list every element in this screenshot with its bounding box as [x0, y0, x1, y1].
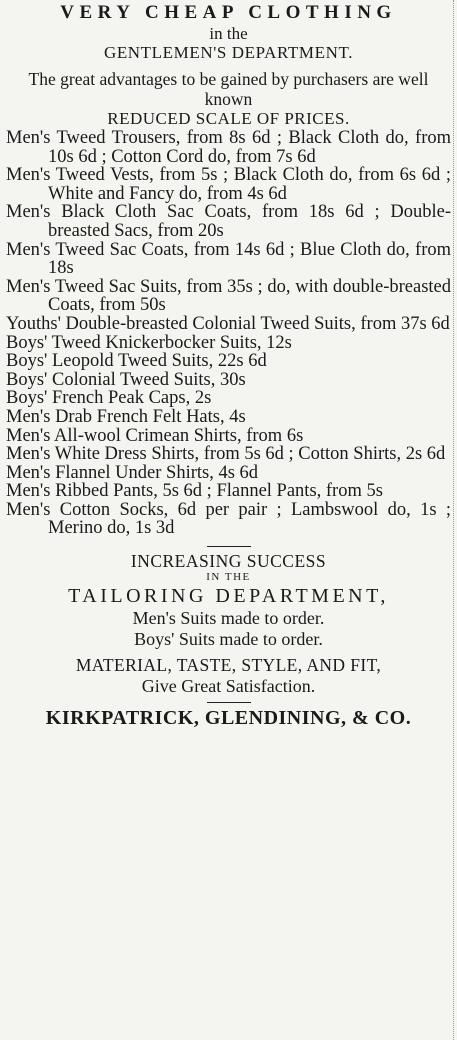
price-list	[6, 129, 451, 538]
price-item-knickerbocker-suits: Boys' Tweed Knickerbocker Suits, 12s	[6, 332, 292, 353]
boys-suits-line: Boys' Suits made to order.	[134, 629, 323, 650]
tailoring-department-heading: TAILORING DEPARTMENT,	[68, 585, 389, 608]
divider-short	[207, 546, 251, 547]
column-rule	[453, 0, 454, 1040]
price-item-black-cloth-sac-coats: Men's Black Cloth Sac Coats, from 18s 6d ; Double-breasted Sacs, from 20s	[6, 202, 451, 241]
mens-suits-line: Men's Suits made to order.	[132, 608, 325, 629]
satisfaction-line: Give Great Satisfaction.	[141, 676, 316, 697]
price-item-leopold-suits: Boys' Leopold Tweed Suits, 22s 6d	[6, 351, 267, 372]
price-item-tweed-sac-suits: Men's Tweed Sac Suits, from 35s ; do, with double-breasted Coats, from 50s	[6, 276, 451, 316]
price-item-colonial-suits: Boys' Colonial Tweed Suits, 30s	[6, 369, 246, 390]
price-item-tweed-sac-coats: Men's Tweed Sac Coats, from 14s 6d ; Blue Cloth do, from 18s	[6, 239, 451, 279]
divider-short-bottom	[207, 702, 251, 703]
price-item-peak-caps: Boys' French Peak Caps, 2s	[6, 388, 212, 409]
price-item-felt-hats: Men's Drab French Felt Hats, 4s	[6, 406, 246, 427]
price-item-youths-suits: Youths' Double-breasted Colonial Tweed Suits, from 37s 6d	[6, 313, 450, 334]
price-item-pants: Men's Ribbed Pants, 5s 6d ; Flannel Pants, from 5s	[6, 481, 383, 502]
intro-text: The great advantages to be gained by purchasers are well known	[28, 69, 429, 109]
price-item-crimean-shirts: Men's All-wool Crimean Shirts, from 6s	[6, 425, 304, 446]
headline-gentlemens-department: GENTLEMEN'S DEPARTMENT.	[103, 43, 354, 62]
headline-very-cheap-clothing: VERY CHEAP CLOTHING	[60, 2, 397, 23]
price-item-dress-shirts: Men's White Dress Shirts, from 5s 6d ; Cotton Shirts, 2s 6d	[6, 444, 446, 465]
price-item-trousers: Men's Tweed Trousers, from 8s 6d ; Black Cloth do, from 10s 6d ; Cotton Cord do, from 7s 6d	[6, 128, 451, 167]
price-item-vests: Men's Tweed Vests, from 5s ; Black Cloth do, from 6s 6d ; White and Fancy do, from 4s 6d	[6, 165, 451, 204]
firm-name: KIRKPATRICK, GLENDINING, & CO.	[45, 707, 412, 730]
price-item-under-shirts: Men's Flannel Under Shirts, 4s 6d	[6, 462, 259, 483]
increasing-success-heading: INCREASING SUCCESS	[130, 551, 327, 572]
reduced-scale-heading: REDUCED SCALE OF PRICES.	[107, 109, 350, 128]
material-taste-line: MATERIAL, TASTE, STYLE, AND FIT,	[75, 655, 382, 676]
headline-in-the: in the	[209, 24, 248, 43]
price-item-socks: Men's Cotton Socks, 6d per pair ; Lambswool do, 1s ; Merino do, 1s 3d	[6, 499, 451, 539]
in-the-label: IN THE	[206, 571, 251, 584]
